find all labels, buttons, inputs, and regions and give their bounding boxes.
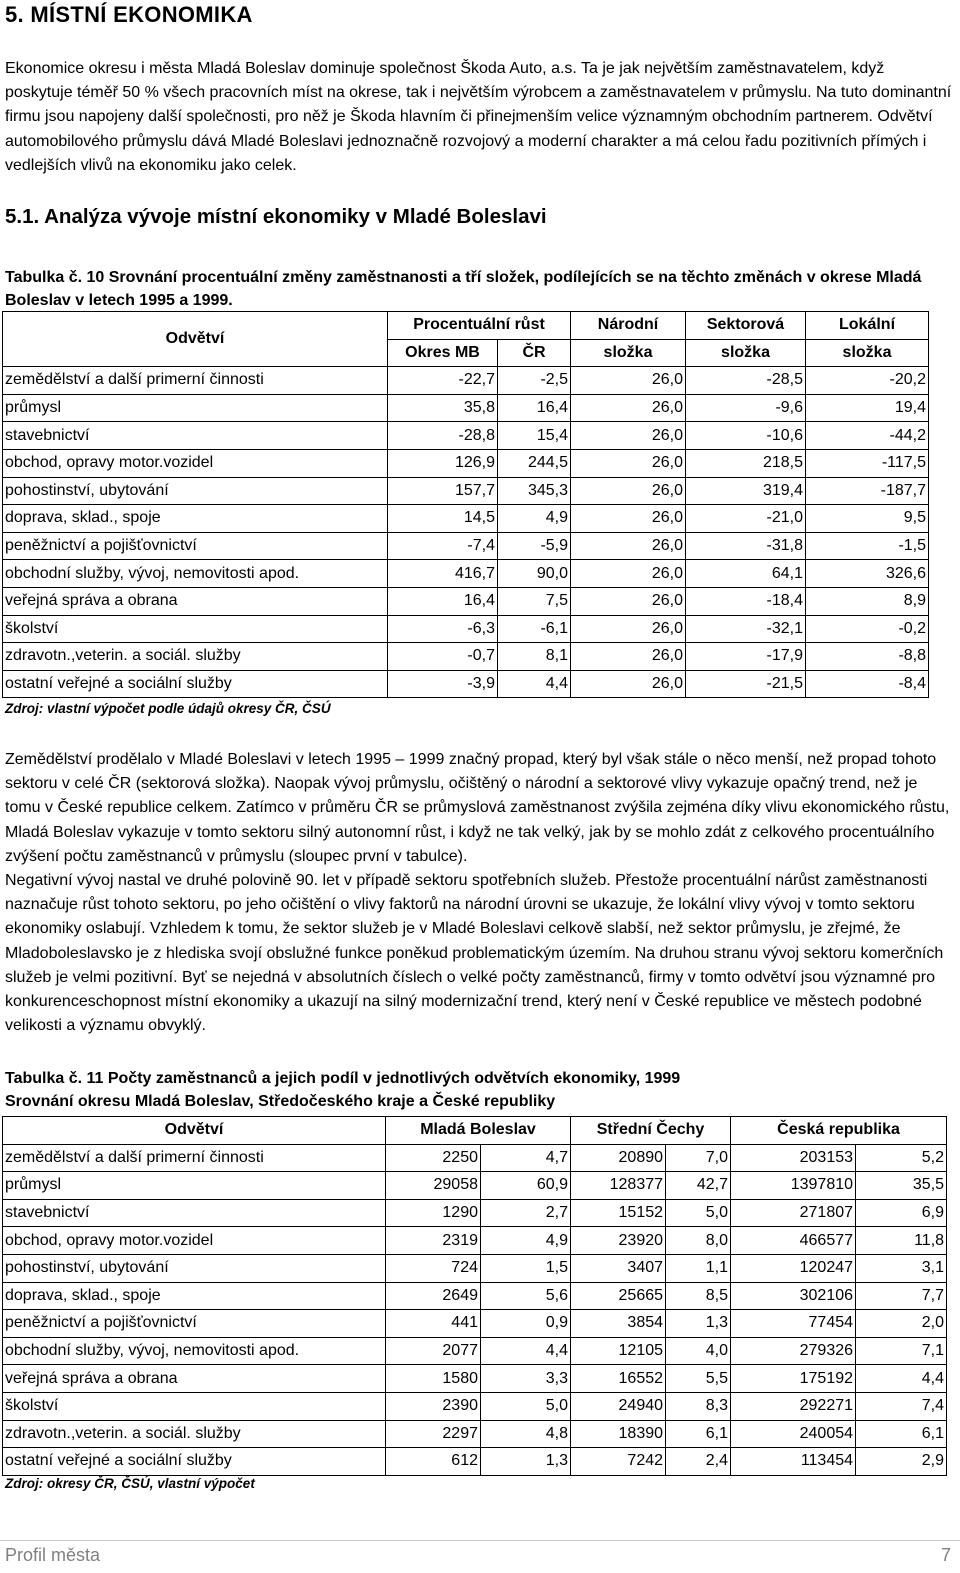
row-label: zdravotn.,veterin. a sociál. služby (3, 1420, 386, 1448)
table-cell: -18,4 (686, 587, 806, 615)
table11-header-mb: Mladá Boleslav (386, 1117, 571, 1145)
table-cell: -7,4 (388, 532, 498, 560)
table-cell: 8,9 (806, 587, 929, 615)
table-cell: 416,7 (388, 560, 498, 588)
table-cell: 4,4 (498, 670, 571, 698)
table-cell: -28,5 (686, 367, 806, 395)
table-row (3, 1199, 947, 1227)
table10-caption: Tabulka č. 10 Srovnání procentuální změny zaměstnanosti a tří složek, podílejících se na těchto změnách v okrese Mladá Boleslav v letech 1995 a 1999. (5, 269, 922, 309)
table-cell: 26,0 (571, 615, 686, 643)
table-row (3, 394, 929, 422)
table-cell: 4,9 (481, 1227, 571, 1255)
table-cell: 292271 (731, 1392, 856, 1420)
table10-header-cr: ČR (498, 339, 571, 367)
row-label: pohostinství, ubytování (3, 477, 388, 505)
table-cell: 8,1 (498, 643, 571, 671)
body-paragraph-2: Negativní vývoj nastal ve druhé polovině 90. let v případě sektoru spotřebních služeb. Přestože procentuální nárůst zaměstnanosti naznačuje růst tohoto sektoru, po jeho očištění o vlivy faktorů na národní úrovni se ukazuje, že lokální vlivy vývoj v tomto sektoru ekonomiky oslabují. Vzhledem k tomu, že sektor služeb je v Mladé Boleslavi celkově slabší, než sektor průmyslu, je zřejmé, že Mladoboleslavsko je z hlediska svojí obslužné funkce poněkud problematickým územím. Na druhou stranu vývoj sektoru komerčních služeb je velmi pozitivní. Byť se nejedná v absolutních číslech o velké počty zaměstnanců, firmy v tomto odvětví jsou významné pro konkurenceschopnost místní ekonomiky a ukazují na silný modernizační trend, který není v České republice ve městech podobné velikosti a významu obvyklý. (5, 872, 944, 1035)
row-label: průmysl (3, 1172, 386, 1200)
table-cell: -8,4 (806, 670, 929, 698)
table-cell: -0,7 (388, 643, 498, 671)
row-label: pohostinství, ubytování (3, 1254, 386, 1282)
table-row (3, 643, 929, 671)
table-cell: 16,4 (498, 394, 571, 422)
table-cell: 6,1 (666, 1420, 731, 1448)
row-label: obchodní služby, vývoj, nemovitosti apod. (3, 560, 388, 588)
table-cell: -3,9 (388, 670, 498, 698)
table-cell: -20,2 (806, 367, 929, 395)
row-label: zemědělství a další primerní činnosti (3, 367, 388, 395)
table-cell: 120247 (731, 1254, 856, 1282)
table-cell: 128377 (571, 1172, 666, 1200)
table-row (3, 449, 929, 477)
table10-header-local-2: složka (806, 339, 929, 367)
table-cell: 2297 (386, 1420, 481, 1448)
table-cell: 7,5 (498, 587, 571, 615)
table-cell: 2319 (386, 1227, 481, 1255)
table-row (3, 1282, 947, 1310)
table-row (3, 1227, 947, 1255)
table-cell: 5,0 (481, 1392, 571, 1420)
table-cell: 2,7 (481, 1199, 571, 1227)
table-cell: -9,6 (686, 394, 806, 422)
table-row (3, 615, 929, 643)
table-cell: -28,8 (388, 422, 498, 450)
table-cell: 466577 (731, 1227, 856, 1255)
table-row (3, 1172, 947, 1200)
table-cell: 3,3 (481, 1365, 571, 1393)
table-cell: 1290 (386, 1199, 481, 1227)
table-cell: 302106 (731, 1282, 856, 1310)
table-cell: 203153 (731, 1144, 856, 1172)
table-cell: 15152 (571, 1199, 666, 1227)
table-cell: 12105 (571, 1337, 666, 1365)
table-cell: 11,8 (856, 1227, 947, 1255)
intro-paragraph: Ekonomice okresu i města Mladá Boleslav dominuje společnost Škoda Auto, a.s. Ta je jak největším zaměstnavatelem, když poskytuje téměř 50 % všech pracovních míst na okrese, tak i největším výrobcem a zaměstnavatelem v průmyslu. Na tuto dominantní firmu jsou napojeny další společnosti, pro něž je Škoda hlavním či přinejmenším velice významným obchodním partnerem. Odvětví automobilového průmyslu dává Mladé Boleslavi jednoznačně rozvojový a moderní charakter a má celou řadu pozitivních přímých i vedlejších vlivů na ekonomiku jako celek. (5, 60, 952, 174)
table10-header-sectoral-2: složka (686, 339, 806, 367)
table-cell: 113454 (731, 1448, 856, 1476)
page-number: 7 (940, 1545, 951, 1565)
table-cell: 18390 (571, 1420, 666, 1448)
row-label: doprava, sklad., spoje (3, 1282, 386, 1310)
row-label: zdravotn.,veterin. a sociál. služby (3, 643, 388, 671)
table-cell: 0,9 (481, 1310, 571, 1338)
table-cell: -1,5 (806, 532, 929, 560)
table-cell: 26,0 (571, 532, 686, 560)
table-cell: 20890 (571, 1144, 666, 1172)
row-label: stavebnictví (3, 1199, 386, 1227)
table-cell: 319,4 (686, 477, 806, 505)
table-cell: 157,7 (388, 477, 498, 505)
table-cell: 77454 (731, 1310, 856, 1338)
table-cell: 326,6 (806, 560, 929, 588)
table-cell: 2250 (386, 1144, 481, 1172)
table-row (3, 532, 929, 560)
table10 (2, 311, 929, 698)
table-cell: -31,8 (686, 532, 806, 560)
table-row (3, 422, 929, 450)
table-cell: 29058 (386, 1172, 481, 1200)
table-cell: 1397810 (731, 1172, 856, 1200)
row-label: obchod, opravy motor.vozidel (3, 449, 388, 477)
table-cell: 271807 (731, 1199, 856, 1227)
table-cell: 2,0 (856, 1310, 947, 1338)
table-row (3, 1254, 947, 1282)
table-cell: 42,7 (666, 1172, 731, 1200)
row-label: ostatní veřejné a sociální služby (3, 1448, 386, 1476)
table-cell: 2,9 (856, 1448, 947, 1476)
table-cell: 7,7 (856, 1282, 947, 1310)
table-row (3, 505, 929, 533)
footer-divider (0, 1540, 960, 1541)
table-cell: 441 (386, 1310, 481, 1338)
table-cell: -21,0 (686, 505, 806, 533)
table-cell: 16,4 (388, 587, 498, 615)
row-label: průmysl (3, 394, 388, 422)
section-title: 5. MÍSTNÍ EKONOMIKA (5, 2, 253, 27)
table-cell: 218,5 (686, 449, 806, 477)
table-cell: 240054 (731, 1420, 856, 1448)
row-label: obchodní služby, vývoj, nemovitosti apod. (3, 1337, 386, 1365)
table-cell: 14,5 (388, 505, 498, 533)
table11-header-cr: Česká republika (731, 1117, 947, 1145)
table-cell: -22,7 (388, 367, 498, 395)
table-cell: 3407 (571, 1254, 666, 1282)
table-cell: 2390 (386, 1392, 481, 1420)
table-cell: 1,3 (666, 1310, 731, 1338)
row-label: zemědělství a další primerní činnosti (3, 1144, 386, 1172)
table-cell: 19,4 (806, 394, 929, 422)
table-cell: 64,1 (686, 560, 806, 588)
table-cell: 35,8 (388, 394, 498, 422)
row-label: veřejná správa a obrana (3, 587, 388, 615)
table-cell: 7,0 (666, 1144, 731, 1172)
table-cell: 26,0 (571, 643, 686, 671)
table10-header-okres: Okres MB (388, 339, 498, 367)
table-cell: 26,0 (571, 505, 686, 533)
table-row (3, 1365, 947, 1393)
table10-header-sectoral: Sektorová (686, 312, 806, 340)
table-cell: 7,1 (856, 1337, 947, 1365)
table-cell: -5,9 (498, 532, 571, 560)
table11-caption-1: Tabulka č. 11 Počty zaměstnanců a jejich podíl v jednotlivých odvětvích ekonomiky, 1999 (5, 1070, 681, 1087)
table-cell: 26,0 (571, 367, 686, 395)
row-label: školství (3, 615, 388, 643)
row-label: peněžnictví a pojišťovnictví (3, 532, 388, 560)
table-cell: 5,2 (856, 1144, 947, 1172)
table-cell: 126,9 (388, 449, 498, 477)
table-cell: 25665 (571, 1282, 666, 1310)
table-row (3, 367, 929, 395)
row-label: veřejná správa a obrana (3, 1365, 386, 1393)
table-cell: 15,4 (498, 422, 571, 450)
table11-header-sc: Střední Čechy (571, 1117, 731, 1145)
table-cell: 26,0 (571, 477, 686, 505)
table-cell: 9,5 (806, 505, 929, 533)
table-cell: 1,3 (481, 1448, 571, 1476)
table10-header-sector: Odvětví (3, 312, 388, 367)
table-cell: -2,5 (498, 367, 571, 395)
table-cell: 1,5 (481, 1254, 571, 1282)
table-cell: 26,0 (571, 670, 686, 698)
table11-caption-2: Srovnání okresu Mladá Boleslav, Středočeského kraje a České republiky (5, 1093, 556, 1110)
table-cell: -44,2 (806, 422, 929, 450)
body-paragraph-1: Zemědělství prodělalo v Mladé Boleslavi v letech 1995 – 1999 značný propad, který byl však stále o něco menší, než propad tohoto sektoru v celé ČR (sektorová složka). Naopak vývoj průmyslu, očištěný o národní a sektorové vlivy vykazuje opačný trend, než je tomu v České republice celkem. Zatímco v průměru ČR se průmyslová zaměstnanost zvýšila zejména díky vlivu ekonomického růstu, Mladá Boleslav vykazuje v tomto sektoru silný autonomní růst, i když ne tak velký, jak by se mohlo zdát z celkového procentuálního zvýšení počtu zaměstnanců v průmyslu (sloupec první v tabulce). (5, 751, 950, 865)
table-cell: 16552 (571, 1365, 666, 1393)
table-cell: 612 (386, 1448, 481, 1476)
table-row (3, 1144, 947, 1172)
table-cell: 8,5 (666, 1282, 731, 1310)
table-cell: 175192 (731, 1365, 856, 1393)
table-row (3, 670, 929, 698)
table-cell: 26,0 (571, 449, 686, 477)
table-cell: -17,9 (686, 643, 806, 671)
table-row (3, 1337, 947, 1365)
table-cell: 6,9 (856, 1199, 947, 1227)
table-cell: 26,0 (571, 587, 686, 615)
table-cell: 724 (386, 1254, 481, 1282)
table11 (2, 1116, 947, 1476)
table-cell: -117,5 (806, 449, 929, 477)
table-cell: 60,9 (481, 1172, 571, 1200)
table-cell: 4,0 (666, 1337, 731, 1365)
table-cell: 26,0 (571, 394, 686, 422)
row-label: peněžnictví a pojišťovnictví (3, 1310, 386, 1338)
table-cell: 26,0 (571, 560, 686, 588)
table10-header-national-2: složka (571, 339, 686, 367)
table-cell: 3854 (571, 1310, 666, 1338)
table-cell: 4,4 (856, 1365, 947, 1393)
table-row (3, 477, 929, 505)
table-cell: 35,5 (856, 1172, 947, 1200)
row-label: obchod, opravy motor.vozidel (3, 1227, 386, 1255)
table-cell: -21,5 (686, 670, 806, 698)
table-cell: -187,7 (806, 477, 929, 505)
table-cell: 8,0 (666, 1227, 731, 1255)
table11-header-sector: Odvětví (3, 1117, 386, 1145)
row-label: doprava, sklad., spoje (3, 505, 388, 533)
table-cell: 7242 (571, 1448, 666, 1476)
table-cell: 2649 (386, 1282, 481, 1310)
table-cell: -32,1 (686, 615, 806, 643)
table-cell: -8,8 (806, 643, 929, 671)
table-cell: -6,3 (388, 615, 498, 643)
table-cell: 1,1 (666, 1254, 731, 1282)
table10-header-local: Lokální (806, 312, 929, 340)
row-label: školství (3, 1392, 386, 1420)
table-cell: 244,5 (498, 449, 571, 477)
table-row (3, 587, 929, 615)
subsection-title: 5.1. Analýza vývoje místní ekonomiky v Mladé Boleslavi (5, 205, 547, 228)
table-cell: 26,0 (571, 422, 686, 450)
table-cell: 345,3 (498, 477, 571, 505)
table-cell: 1580 (386, 1365, 481, 1393)
table-cell: 4,4 (481, 1337, 571, 1365)
table10-header-growth: Procentuální růst (388, 312, 571, 340)
table-row (3, 560, 929, 588)
table-cell: 5,0 (666, 1199, 731, 1227)
table-cell: 4,7 (481, 1144, 571, 1172)
table10-source: Zdroj: vlastní výpočet podle údajů okresy ČR, ČSÚ (5, 701, 331, 716)
table-cell: 24940 (571, 1392, 666, 1420)
table-cell: 5,5 (666, 1365, 731, 1393)
table-cell: 23920 (571, 1227, 666, 1255)
table-cell: 7,4 (856, 1392, 947, 1420)
table-cell: 8,3 (666, 1392, 731, 1420)
table-cell: 2077 (386, 1337, 481, 1365)
table-row (3, 1420, 947, 1448)
table-cell: 279326 (731, 1337, 856, 1365)
table10-header-national: Národní (571, 312, 686, 340)
table-row (3, 1448, 947, 1476)
table-cell: -0,2 (806, 615, 929, 643)
table-cell: -10,6 (686, 422, 806, 450)
table-cell: 6,1 (856, 1420, 947, 1448)
row-label: stavebnictví (3, 422, 388, 450)
table-cell: 90,0 (498, 560, 571, 588)
table-row (3, 1310, 947, 1338)
table-cell: 3,1 (856, 1254, 947, 1282)
table-row (3, 1392, 947, 1420)
row-label: ostatní veřejné a sociální služby (3, 670, 388, 698)
footer-label: Profil města (5, 1545, 101, 1565)
table-cell: -6,1 (498, 615, 571, 643)
table-cell: 4,9 (498, 505, 571, 533)
table-cell: 5,6 (481, 1282, 571, 1310)
table-cell: 2,4 (666, 1448, 731, 1476)
table11-source: Zdroj: okresy ČR, ČSÚ, vlastní výpočet (5, 1476, 255, 1491)
table-cell: 4,8 (481, 1420, 571, 1448)
